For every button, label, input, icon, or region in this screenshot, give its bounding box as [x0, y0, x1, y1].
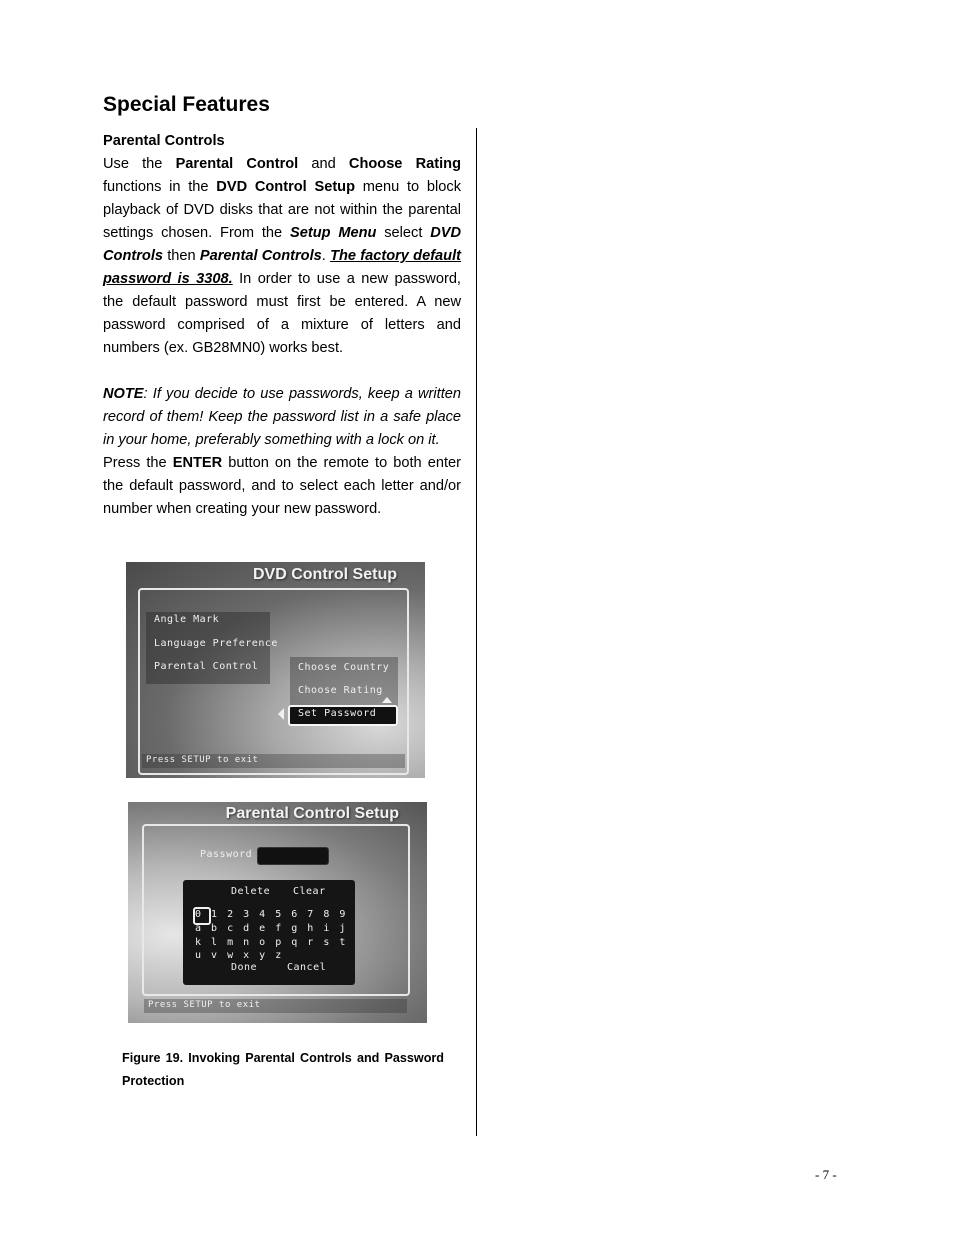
text-run: In order to use a new password, the default password must first be entered. A new password comprised of a mixture of letters and numbers (ex. GB28MN0) works best.	[103, 271, 461, 356]
term-dvd-control-setup: DVD Control Setup	[216, 179, 356, 195]
text-run: Use the	[103, 156, 176, 172]
submenu-item-set-password: Set Password	[298, 708, 377, 719]
text-run: select	[376, 225, 431, 241]
intro-paragraph	[103, 153, 461, 360]
term-enter: ENTER	[172, 455, 223, 471]
text-column	[103, 130, 461, 521]
text-run: .	[321, 248, 331, 264]
note-text: : If you decide to use passwords, keep a written record of them! Keep the password list in a safe place in your home, preferably something with a lock on it.	[103, 386, 461, 448]
key-done: Done	[231, 962, 258, 973]
default-password-notice: The factory default password is 3308.	[103, 248, 462, 287]
section-subheading: Parental Controls	[103, 133, 225, 149]
enter-paragraph	[103, 452, 461, 521]
text-run: then	[163, 248, 200, 264]
key-cancel: Cancel	[287, 962, 327, 973]
footer-hint: Press SETUP to exit	[148, 1000, 261, 1010]
text-run: button on the remote to both enter the default password, and to select each letter and/or number when creating your new password.	[103, 455, 461, 517]
text-run: and	[298, 156, 349, 172]
term-parental-control: Parental Control	[175, 156, 299, 172]
footer-hint: Press SETUP to exit	[146, 755, 259, 765]
keypad-panel	[183, 880, 355, 985]
note-paragraph	[103, 383, 461, 452]
text-run: menu to block playback of DVD disks that are not within the parental settings chosen. From the	[103, 179, 461, 241]
menu-item-language-preference: Language Preference	[154, 638, 278, 649]
term-parental-controls: Parental Controls	[199, 248, 322, 264]
key-row-u-z: u v w x y z	[195, 950, 284, 961]
page-heading: Special Features	[103, 93, 270, 116]
column-divider	[476, 128, 477, 1136]
menu-item-parental-control: Parental Control	[154, 661, 259, 672]
page-number: - 7 -	[815, 1167, 837, 1182]
screen-footer	[142, 754, 405, 768]
key-delete: Delete	[231, 886, 271, 897]
back-arrow-icon	[278, 708, 284, 720]
parental-control-setup-screenshot	[128, 802, 427, 1023]
submenu-item-choose-rating: Choose Rating	[298, 685, 383, 696]
password-field	[257, 847, 329, 865]
scroll-up-icon	[382, 697, 392, 703]
figure-caption: Figure 19. Invoking Parental Controls and Password Protection	[122, 1051, 444, 1088]
key-row-k-t: k l m n o p q r s t	[195, 937, 348, 948]
text-run: Press the	[103, 455, 173, 471]
dvd-control-setup-screenshot	[126, 562, 425, 778]
key-row-a-j: a b c d e f g h i j	[195, 923, 348, 934]
term-dvd-controls: DVD Controls	[103, 225, 461, 264]
screen-title: DVD Control Setup	[253, 566, 397, 583]
screen-footer	[144, 999, 407, 1013]
key-row-digits: 0 1 2 3 4 5 6 7 8 9	[195, 909, 348, 920]
note-label: NOTE	[103, 386, 144, 402]
key-clear: Clear	[293, 886, 326, 897]
text-run: functions in the	[103, 179, 217, 195]
menu-item-angle-mark: Angle Mark	[154, 614, 220, 625]
screen-title: Parental Control Setup	[225, 805, 399, 822]
term-choose-rating: Choose Rating	[348, 156, 461, 172]
password-label: Password	[200, 849, 253, 860]
submenu-item-choose-country: Choose Country	[298, 662, 390, 673]
term-setup-menu: Setup Menu	[289, 225, 377, 241]
